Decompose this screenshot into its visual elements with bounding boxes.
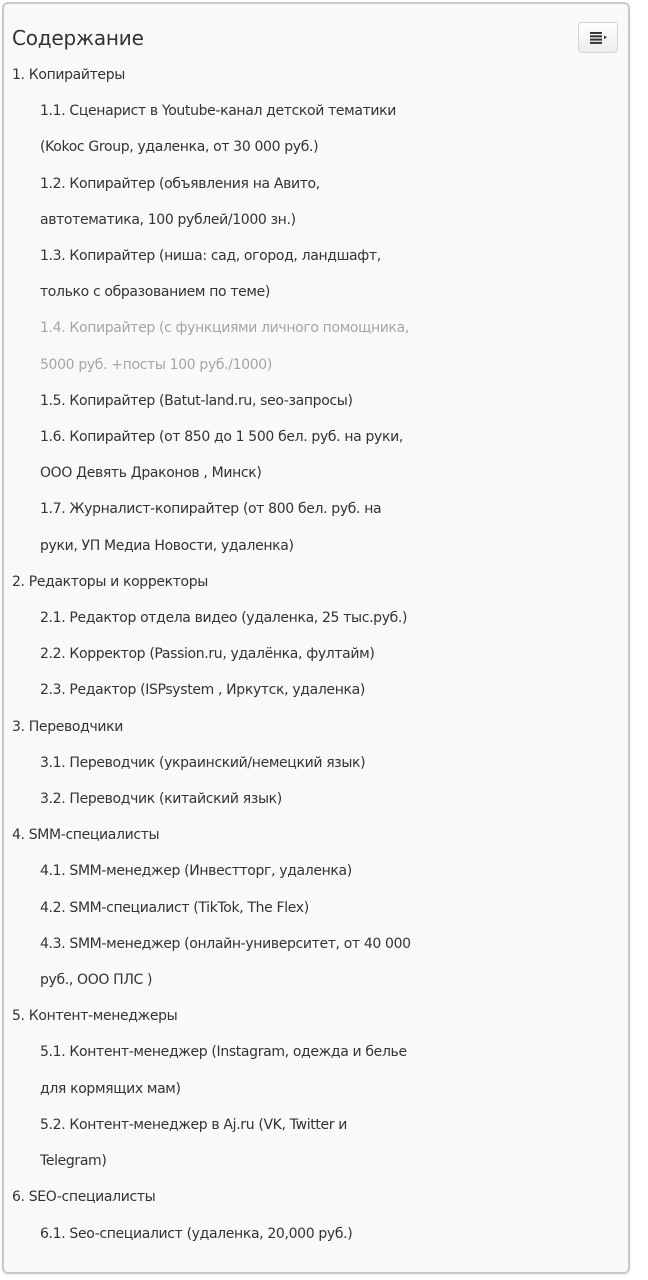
toc-entry-continuation[interactable]: только с образованием по теме) — [40, 284, 270, 301]
toc-entry[interactable]: 3.2. Переводчик (китайский язык) — [40, 791, 282, 808]
toc-entry-continuation[interactable]: ООО Девять Драконов , Минск) — [40, 465, 262, 482]
toc-entry[interactable]: 6.1. Seo-специалист (удаленка, 20,000 руб.) — [40, 1225, 353, 1242]
toc-entry[interactable]: 4.2. SMM-специалист (TikTok, The Flex) — [40, 899, 309, 916]
toc-section-copywriters[interactable]: 1. Копирайтеры — [12, 67, 125, 83]
toc-entry[interactable]: 1.7. Журналист-копирайтер (от 800 бел. руб. на — [40, 501, 382, 518]
toc-entry[interactable]: 1.6. Копирайтер (от 850 до 1 500 бел. руб. на руки, — [40, 429, 403, 446]
toc-entry-continuation[interactable]: (Kokoc Group, удаленка, от 30 000 руб.) — [40, 139, 319, 156]
toc-entry[interactable]: 1.5. Копирайтер (Batut-land.ru, seo-запросы) — [40, 392, 353, 409]
toc-toggle-button[interactable] — [578, 22, 618, 53]
list-toggle-icon — [590, 32, 608, 44]
toc-entry[interactable]: 1.3. Копирайтер (ниша: сад, огород, ландшафт, — [40, 248, 381, 265]
toc-entry[interactable]: 4.1. SMM-менеджер (Инвестторг, удаленка) — [40, 863, 352, 880]
toc-entry[interactable]: 4.3. SMM-менеджер (онлайн-университет, от 40 000 — [40, 935, 411, 952]
toc-section-editors[interactable]: 2. Редакторы и корректоры — [12, 573, 209, 590]
toc-entry[interactable]: 1.2. Копирайтер (объявления на Авито, — [40, 175, 320, 192]
toc-section-translators[interactable]: 3. Переводчики — [12, 718, 123, 735]
toc-section-content-managers[interactable]: 5. Контент-менеджеры — [12, 1008, 178, 1025]
toc-entry[interactable]: 2.2. Корректор (Passion.ru, удалёнка, фултайм) — [40, 646, 375, 663]
toc-entry[interactable]: 2.1. Редактор отдела видео (удаленка, 25 тыс.руб.) — [40, 610, 408, 627]
toc-entry[interactable]: 3.1. Переводчик (украинский/немецкий язык) — [40, 754, 366, 771]
toc-section-seo[interactable]: 6. SEO-специалисты — [12, 1189, 156, 1206]
toc-title: Содержание — [12, 26, 144, 50]
toc-entry[interactable]: 2.3. Редактор (ISPsystem , Иркутск, удаленка) — [40, 682, 365, 699]
toc-entry[interactable]: 5.1. Контент-менеджер (Instagram, одежда и белье — [40, 1044, 407, 1061]
toc-list — [4, 57, 632, 1252]
toc-section-smm[interactable]: 4. SMM-специалисты — [12, 827, 160, 844]
toc-entry[interactable]: 5.2. Контент-менеджер в Aj.ru (VK, Twitter и — [40, 1116, 348, 1133]
toc-entry-continuation[interactable]: автотематика, 100 рублей/1000 зн.) — [40, 211, 296, 228]
toc-entry-visited-continuation[interactable]: 5000 руб. +посты 100 руб./1000) — [40, 356, 272, 373]
toc-entry[interactable]: 1.1. Сценарист в Youtube-канал детской тематики — [40, 103, 396, 120]
toc-entry-continuation[interactable]: руб., ООО ПЛС ) — [40, 972, 153, 989]
toc-entry-continuation[interactable]: для кормящих мам) — [40, 1080, 181, 1097]
toc-entry-continuation[interactable]: Telegram) — [40, 1153, 107, 1170]
toc-entry-visited[interactable]: 1.4. Копирайтер (с функциями личного помощника, — [40, 320, 409, 337]
toc-entry-continuation[interactable]: руки, УП Медиа Новости, удаленка) — [40, 537, 294, 554]
table-of-contents — [2, 2, 630, 1274]
